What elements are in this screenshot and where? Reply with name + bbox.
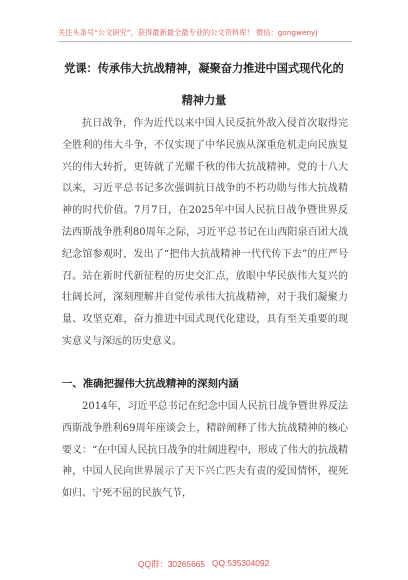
document-title-line-2: 精神力量 — [181, 94, 227, 107]
paragraph-intro: 抗日战争，作为近代以来中国人民反抗外敌入侵首次取得完全胜利的伟大斗争，不仅实现了中华民族从深重危机走向民族复兴的伟大转折，更铸就了光耀千秋的伟大抗战精神。党的十八大以来，习近平总书记多次强调抗日战争的不朽功勋与伟大抗战精神的时代价值。7月7日，在2025年中国人民抗日战争暨世界反法西斯战争胜利80周年之际，习近平总书记在山西阳泉百团大战纪念馆参观时，发出了“把伟大抗战精神一代代传下去”的庄严号召。站在新时代新征程的历史交汇点，放眼中华民族伟大复兴的壮阔长河，深刻理解并自觉传承伟大抗战精神，对于我们凝聚力量、攻坚克难，奋力推进中国式现代化建设，具有至关重要的现实意义与深远的历史意义。 — [62, 118, 348, 347]
header-banner: 关注头条号“公文研究”，获得最新最全最专业的公文资料库！ 微信：gongwenyj — [58, 28, 318, 37]
section-heading-1: 一、准确把握伟大抗战精神的深刻内涵 — [62, 378, 239, 390]
footer-qq-group: QQ群：30265665 — [138, 559, 206, 569]
paragraph-section-1: 2014年，习近平总书记在纪念中国人民抗日战争暨世界反法西斯战争胜利69周年座谈会上，精辟阐释了伟大抗战精神的核心要义：“在中国人民抗日战争的壮阔进程中，形成了伟大的抗战精神，中国人民向世界展示了天下兴亡匹夫有责的爱国情怀，视死如归、宁死不屈的民族气节， — [62, 401, 348, 500]
footer-qq-contact: QQ:535304092 — [212, 558, 270, 568]
header-divider — [58, 41, 352, 42]
document-title-line-1: 党课：传承伟大抗战精神，凝聚奋力推进中国式现代化的 — [64, 62, 344, 75]
